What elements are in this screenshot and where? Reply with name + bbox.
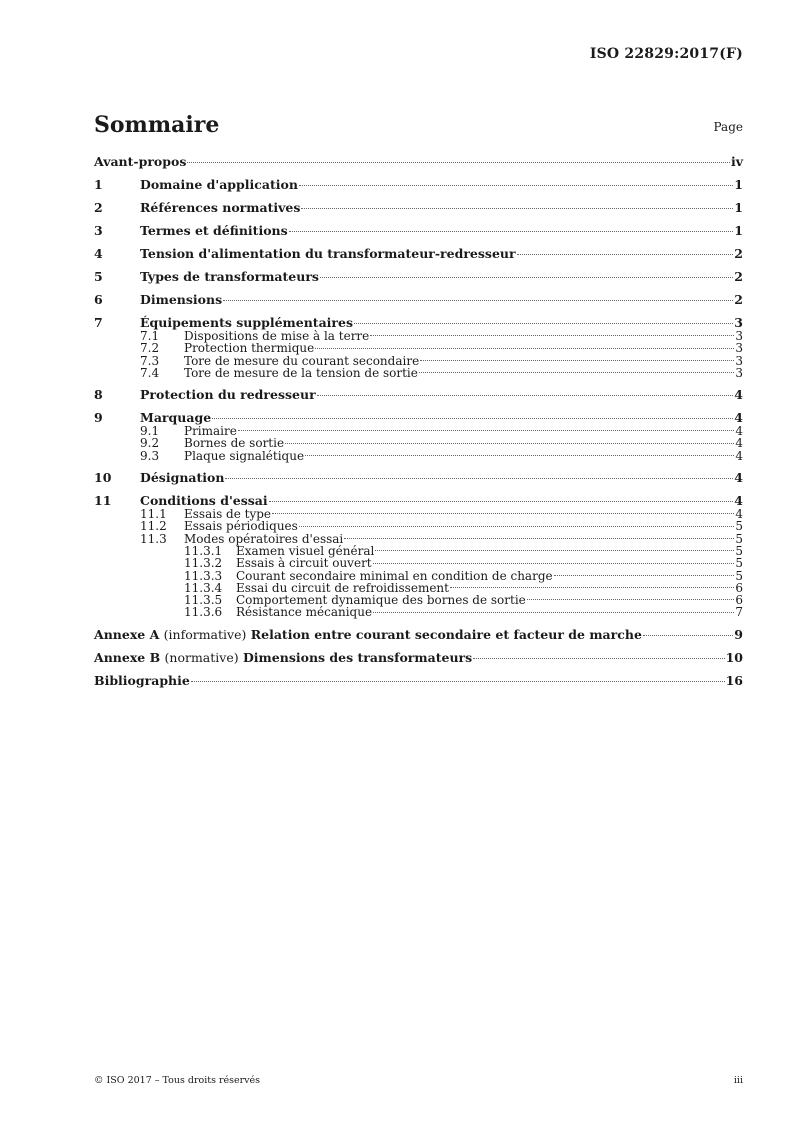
toc-entry-page: 2 <box>734 269 743 284</box>
dot-leader <box>299 185 733 186</box>
toc-entry-label <box>94 651 472 665</box>
toc-entry-page: 5 <box>735 543 743 558</box>
toc-entry-number: 4 <box>94 246 103 261</box>
toc-entry-label: Domaine d'application <box>140 177 298 192</box>
dot-leader <box>419 372 734 373</box>
toc-entry-page: 5 <box>735 556 743 571</box>
toc-entry-11-3-2[interactable] <box>94 557 743 569</box>
toc-entry-9-3[interactable] <box>94 450 743 462</box>
toc-entry-label: Tore de mesure du courant secondaire <box>184 353 420 368</box>
toc-entry-10[interactable] <box>94 471 743 485</box>
dot-leader <box>272 513 734 514</box>
dot-leader <box>225 478 733 479</box>
toc-entry-page: 4 <box>735 424 743 439</box>
toc-entry-page: 6 <box>735 593 743 608</box>
toc-entry-number: 5 <box>94 269 103 284</box>
toc-entry-page: 2 <box>734 246 743 261</box>
toc-entry-label: Comportement dynamique des bornes de sortie <box>236 593 526 608</box>
toc-entry-number: 9.3 <box>140 448 160 463</box>
dot-leader <box>373 612 734 613</box>
toc-entry-page: 3 <box>735 341 743 356</box>
dot-leader <box>238 430 735 431</box>
toc-entry-number: 11.3.3 <box>184 568 223 583</box>
annex-type: (informative) <box>163 626 247 642</box>
toc-entry-label: Références normatives <box>140 200 301 215</box>
toc-entry-page: 1 <box>734 223 743 238</box>
dot-leader <box>450 587 734 588</box>
toc-entry-page: 4 <box>735 448 743 463</box>
toc-entry-label: Avant-propos <box>94 154 187 169</box>
toc-entry-annexe-a[interactable] <box>94 628 743 642</box>
toc-entry-page: 2 <box>734 292 743 307</box>
toc-entry-number: 11.2 <box>140 519 167 534</box>
toc-entry-label: Termes et définitions <box>140 223 288 238</box>
dot-leader <box>473 658 724 659</box>
dot-leader <box>317 395 734 396</box>
dot-leader <box>301 208 733 209</box>
toc-entry-annexe-b[interactable] <box>94 651 743 665</box>
dot-leader <box>344 538 734 539</box>
toc-entry-label: Essais à circuit ouvert <box>236 556 372 571</box>
toc-entry-number: 11.3.2 <box>184 556 223 571</box>
toc-entry-page: 10 <box>725 649 743 665</box>
toc-entry-label: Protection du redresseur <box>140 387 316 403</box>
toc-entry-page: 4 <box>734 470 743 486</box>
annex-title: Dimensions des transformateurs <box>242 649 473 665</box>
toc-entry-7-2[interactable] <box>94 342 743 354</box>
dot-leader <box>554 575 735 576</box>
dot-leader <box>212 418 733 419</box>
toc-entry-page: 4 <box>734 387 743 403</box>
toc-entry-label: Essai du circuit de refroidissement <box>236 580 449 595</box>
dot-leader <box>315 348 734 349</box>
toc-entry-11[interactable] <box>94 494 743 508</box>
toc-entry-number: 7.3 <box>140 353 160 368</box>
toc-entry-label <box>94 628 642 642</box>
toc-entry-number: 7.4 <box>140 365 160 380</box>
toc-entry-label: Tension d'alimentation du transformateur-redresseur <box>140 246 516 261</box>
toc-entry-number: 10 <box>94 470 112 486</box>
page-title: Sommaire <box>94 112 220 138</box>
toc-entry-page: 6 <box>735 580 743 595</box>
dot-leader <box>643 635 733 636</box>
dot-leader <box>289 231 734 232</box>
toc-entry-label: Courant secondaire minimal en condition de charge <box>236 568 553 583</box>
toc-entry-number: 7.2 <box>140 341 160 356</box>
toc-entry-page: 9 <box>734 626 743 642</box>
toc-entry-6[interactable] <box>94 293 743 307</box>
toc-entry-label: Essais de type <box>184 507 272 522</box>
toc-entry-page: 5 <box>735 568 743 583</box>
dot-leader <box>305 455 734 456</box>
page-number: iii <box>733 1075 743 1086</box>
dot-leader <box>373 563 735 564</box>
annex-title: Relation entre courant secondaire et facteur de marche <box>250 626 642 642</box>
toc-entry-page: 3 <box>735 329 743 343</box>
toc-entry-page: 3 <box>735 353 743 368</box>
copyright-notice: © ISO 2017 – Tous droits réservés <box>94 1075 261 1086</box>
toc-entry-page: 4 <box>734 410 743 426</box>
annex-prefix: Annexe B <box>94 649 161 665</box>
toc-entry-page: 16 <box>725 672 743 688</box>
dot-leader <box>517 254 734 255</box>
toc-entry-label: Essais périodiques <box>184 519 298 534</box>
toc-entry-number: 11.3.6 <box>184 605 223 620</box>
dot-leader <box>269 501 734 502</box>
annex-prefix: Annexe A <box>94 626 160 642</box>
toc-entry-number: 11.3.4 <box>184 580 223 595</box>
dot-leader <box>420 360 734 361</box>
dot-leader <box>320 277 733 278</box>
toc-entry-label: Bibliographie <box>94 672 190 688</box>
toc-entry-label: Modes opératoires d'essai <box>184 531 344 546</box>
toc-entry-number: 9.2 <box>140 436 160 451</box>
toc-entry-label: Examen visuel général <box>236 543 375 558</box>
toc-entry-number: 11.3 <box>140 531 167 546</box>
annex-type: (normative) <box>164 649 239 665</box>
toc-entry-page: 4 <box>734 493 743 509</box>
toc-entry-number: 9 <box>94 410 103 426</box>
standard-reference: ISO 22829:2017(F) <box>589 46 743 62</box>
toc-entry-label: Protection thermique <box>184 341 315 356</box>
toc-entry-number: 8 <box>94 387 103 403</box>
title-row <box>94 112 743 142</box>
toc-entry-number: 11.1 <box>140 507 167 522</box>
toc-entry-page: 1 <box>734 200 743 215</box>
toc-entry-label: Désignation <box>140 470 225 486</box>
toc-entry-label: Marquage <box>140 410 212 426</box>
toc-entry-5[interactable] <box>94 270 743 284</box>
toc-entry-9[interactable] <box>94 411 743 425</box>
dot-leader <box>299 526 735 527</box>
toc-entry-label: Équipements supplémentaires <box>140 315 354 330</box>
toc-entry-label: Bornes de sortie <box>184 436 285 451</box>
toc-entry-label: Résistance mécanique <box>236 605 373 620</box>
toc-entry-2[interactable] <box>94 201 743 215</box>
toc-entry-avant-propos[interactable] <box>94 155 743 169</box>
toc-entry-7[interactable] <box>94 316 743 330</box>
toc-entry-page: 4 <box>735 436 743 451</box>
page-column-label: Page <box>713 120 743 134</box>
toc-entry-number: 9.1 <box>140 424 160 439</box>
toc-entry-page: 3 <box>735 365 743 380</box>
toc-entry-3[interactable] <box>94 224 743 238</box>
toc-entry-7-4[interactable] <box>94 367 743 379</box>
dot-leader <box>191 681 725 682</box>
toc-entry-number: 6 <box>94 292 103 307</box>
toc-entry-label: Primaire <box>184 424 237 439</box>
toc-entry-label: Dimensions <box>140 292 223 307</box>
dot-leader <box>285 443 734 444</box>
toc-entry-page: 1 <box>734 177 743 192</box>
toc-entry-label: Tore de mesure de la tension de sortie <box>184 365 418 380</box>
toc-entry-number: 11.3.1 <box>184 543 223 558</box>
dot-leader <box>223 300 733 301</box>
toc-entry-bibliographie[interactable] <box>94 674 743 688</box>
toc-entry-page: 4 <box>735 507 743 522</box>
toc-entry-number: 1 <box>94 177 103 192</box>
toc-entry-11-2[interactable] <box>94 520 743 532</box>
toc-entry-11-3-6[interactable] <box>94 606 743 618</box>
toc-entry-4[interactable] <box>94 247 743 261</box>
toc-entry-page: 3 <box>734 315 743 330</box>
toc-entry-label: Types de transformateurs <box>140 269 319 284</box>
toc-entry-page: 7 <box>735 605 743 620</box>
toc-entry-number: 7 <box>94 315 103 330</box>
toc-entry-page: 5 <box>735 519 743 534</box>
dot-leader <box>187 162 730 163</box>
dot-leader <box>375 550 734 551</box>
toc-entry-number: 2 <box>94 200 103 215</box>
toc-entry-page: iv <box>730 154 743 169</box>
toc-entry-11-3-3[interactable] <box>94 570 743 582</box>
toc-entry-9-2[interactable] <box>94 437 743 449</box>
toc-entry-label: Dispositions de mise à la terre <box>184 329 370 343</box>
toc-entry-number: 3 <box>94 223 103 238</box>
toc-entry-number: 11 <box>94 493 112 509</box>
toc-entry-number: 7.1 <box>140 329 160 343</box>
dot-leader <box>527 599 735 600</box>
toc-entry-8[interactable] <box>94 388 743 402</box>
dot-leader <box>370 335 734 336</box>
dot-leader <box>354 323 733 324</box>
toc-entry-page: 5 <box>735 531 743 546</box>
toc-entry-label: Conditions d'essai <box>140 493 268 509</box>
toc-entry-label: Plaque signalétique <box>184 448 305 463</box>
toc-entry-1[interactable] <box>94 178 743 192</box>
table-of-contents <box>94 155 743 688</box>
toc-entry-number: 11.3.5 <box>184 593 223 608</box>
